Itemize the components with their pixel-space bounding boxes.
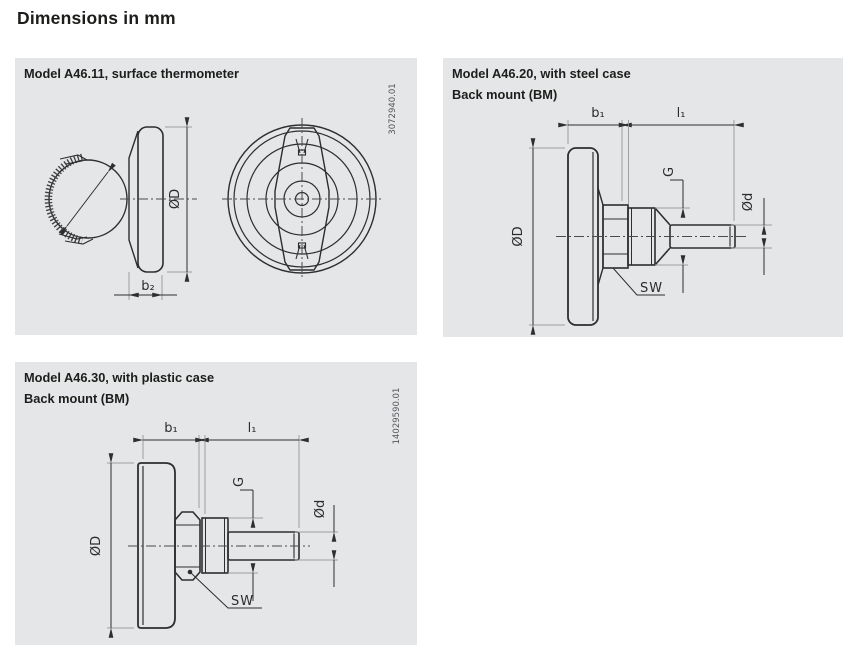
panel-a46-20-title-line1: Model A46.20, with steel case (452, 66, 631, 81)
panel-a46-30-title-line1: Model A46.30, with plastic case (24, 370, 215, 385)
callout-SW (188, 570, 262, 609)
drawing-a46-20 (443, 58, 843, 337)
drawing-a46-11 (15, 58, 417, 335)
page-title: Dimensions in mm (17, 8, 176, 28)
panel-a46-20 (443, 58, 843, 337)
dimension-G (228, 477, 263, 601)
dim-label-SW: SW (231, 594, 255, 609)
dimension-G (655, 167, 690, 293)
dim-label-l1: l₁ (676, 106, 686, 121)
dimension-l1 (629, 106, 735, 221)
dim-label-diameter-D: ØD (89, 535, 104, 557)
thermometer-side-view (556, 148, 746, 325)
dim-label-b2: b₂ (141, 279, 155, 294)
dim-label-diameter-d: Ød (313, 499, 328, 519)
dimension-b1 (568, 106, 622, 201)
callout-SW (613, 268, 665, 296)
drawing-number: 14029590.01 (392, 387, 402, 445)
dim-label-SW: SW (640, 281, 664, 296)
panel-a46-30 (15, 362, 417, 645)
panel-a46-20-subtitle: Back mount (BM) (452, 87, 558, 102)
panel-a46-30-subtitle: Back mount (BM) (24, 391, 130, 406)
dim-label-diameter-D: ØD (168, 188, 183, 210)
drawing-number: 3072940.01 (388, 83, 398, 135)
thermometer-side-view (128, 463, 310, 628)
dim-label-l1: l₁ (247, 421, 257, 436)
panel-a46-11 (15, 58, 417, 335)
dim-label-diameter-d: Ød (741, 192, 756, 212)
dim-label-G: G (232, 476, 247, 488)
dim-label-b1: b₁ (164, 421, 178, 436)
clamp-diameter-arrow (67, 172, 108, 226)
dim-label-b1: b₁ (591, 106, 605, 121)
dim-label-G: G (662, 166, 677, 178)
dimension-diameter-d (731, 193, 772, 275)
clamp-spring (48, 155, 127, 244)
dimension-diameter-d (295, 500, 338, 587)
dim-label-diameter-D: ØD (511, 226, 526, 247)
front-view (222, 118, 383, 280)
spring-coil (48, 157, 82, 240)
panel-a46-11-title: Model A46.11, surface thermometer (24, 66, 240, 81)
drawing-a46-30 (15, 362, 417, 645)
dimension-diameter-D (89, 463, 134, 628)
dimension-b2 (114, 272, 177, 300)
dimension-l1 (205, 421, 299, 528)
